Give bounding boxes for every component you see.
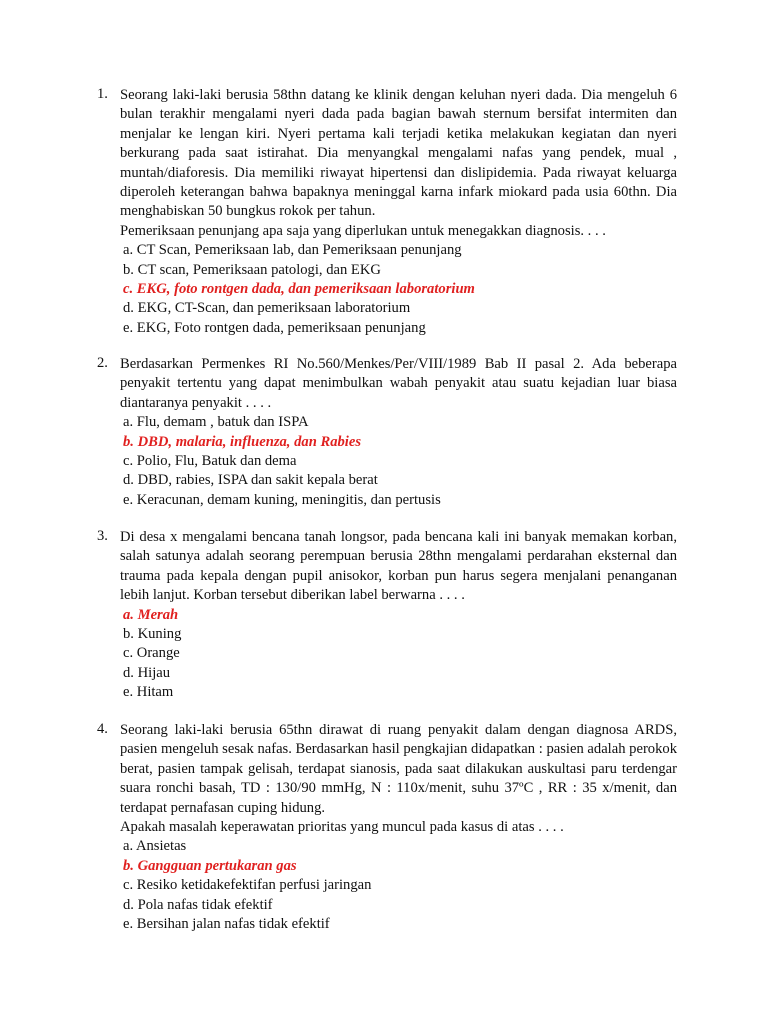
option-c: c. Orange bbox=[123, 645, 180, 662]
question-prompt: Apakah masalah keperawatan prioritas yang muncul pada kasus di atas . . . . bbox=[120, 819, 564, 836]
option-d: d. DBD, rabies, ISPA dan sakit kepala berat bbox=[123, 472, 378, 489]
question-number: 2. bbox=[97, 355, 108, 371]
question-1 bbox=[97, 86, 677, 338]
question-2 bbox=[97, 355, 677, 510]
question-stem: Seorang laki-laki berusia 65thn dirawat di ruang penyakit dalam dengan diagnosa ARDS, pasien mengeluh sesak nafas. Berdasarkan hasil pengkajian didapatkan : pasien adalah perokok berat, pasien tampak gelisah, terdapat sianosis, pada saat dilakukan auskultasi paru terdengar suara ronchi basah, TD : 130/90 mmHg, N : 110x/menit, suhu 37ºC , RR : 35 x/menit, dan terdapat pernafasan cuping hidung. bbox=[120, 722, 677, 816]
option-e: e. EKG, Foto rontgen dada, pemeriksaan penunjang bbox=[123, 319, 426, 336]
option-a-correct-answer: a. Merah bbox=[123, 606, 179, 623]
question-number: 1. bbox=[97, 86, 108, 102]
option-list bbox=[123, 241, 677, 338]
question-3 bbox=[97, 528, 677, 703]
option-a: a. Ansietas bbox=[123, 838, 187, 855]
option-list bbox=[123, 837, 677, 934]
option-d: d. EKG, CT-Scan, dan pemeriksaan laboratorium bbox=[123, 300, 411, 317]
question-number: 3. bbox=[97, 528, 108, 544]
question-prompt: Pemeriksaan penunjang apa saja yang diperlukan untuk menegakkan diagnosis. . . . bbox=[120, 222, 606, 239]
question-body bbox=[120, 721, 677, 934]
option-e: e. Hitam bbox=[123, 684, 174, 701]
option-list bbox=[123, 606, 677, 703]
question-stem: Di desa x mengalami bencana tanah longsor, pada bencana kali ini banyak memakan korban, salah satunya adalah seorang perempuan berusia 28thn mengalami perdarahan eksternal dan trauma pada kepala dengan pupil anisokor, korban pun harus segera menjalani penanganan lebih lanjut. Korban tersebut diberikan label berwarna . . . . bbox=[120, 529, 677, 604]
option-c-correct-answer: c. EKG, foto rontgen dada, dan pemeriksaan laboratorium bbox=[123, 281, 475, 298]
option-b-correct-answer: b. Gangguan pertukaran gas bbox=[123, 857, 297, 874]
option-e: e. Bersihan jalan nafas tidak efektif bbox=[123, 916, 330, 933]
option-d: d. Pola nafas tidak efektif bbox=[123, 896, 273, 913]
question-4 bbox=[97, 721, 677, 934]
question-body bbox=[120, 86, 677, 338]
question-body bbox=[120, 528, 677, 703]
option-a: a. CT Scan, Pemeriksaan lab, dan Pemeriksaan penunjang bbox=[123, 242, 462, 259]
option-e: e. Keracunan, demam kuning, meningitis, dan pertusis bbox=[123, 491, 441, 508]
option-b-correct-answer: b. DBD, malaria, influenza, dan Rabies bbox=[123, 433, 361, 450]
option-b: b. CT scan, Pemeriksaan patologi, dan EKG bbox=[123, 261, 381, 278]
question-body bbox=[120, 355, 677, 510]
option-d: d. Hijau bbox=[123, 664, 171, 681]
question-stem: Seorang laki-laki berusia 58thn datang ke klinik dengan keluhan nyeri dada. Dia mengeluh 6 bulan terakhir mengalami nyeri dada pada bagian bawah sternum bersifat intermiten dan menjalar ke lengan kiri. Nyeri pertama kali terjadi ketika melakukan kegiatan dan nyeri berkurang pada saat istirahat. Dia menyangkal mengalami nafas yang pendek, mual , muntah/diaforesis. Dia memiliki riwayat hipertensi dan dislipidemia. Pada riwayat keluarga diperoleh keterangan bahwa bapaknya meninggal karna infark miokard pada usia 60thn. Dia menghabiskan 50 bungkus rokok per tahun. bbox=[120, 87, 677, 220]
option-list bbox=[123, 413, 677, 510]
option-a: a. Flu, demam , batuk dan ISPA bbox=[123, 414, 309, 431]
option-b: b. Kuning bbox=[123, 626, 182, 643]
question-number: 4. bbox=[97, 721, 108, 737]
option-c: c. Resiko ketidakefektifan perfusi jaringan bbox=[123, 877, 372, 894]
option-c: c. Polio, Flu, Batuk dan dema bbox=[123, 453, 297, 470]
question-stem: Berdasarkan Permenkes RI No.560/Menkes/Per/VIII/1989 Bab II pasal 2. Ada beberapa penyakit tertentu yang dapat menimbulkan wabah penyakit atau suatu kejadian luar biasa diantaranya penyakit . . . . bbox=[120, 356, 677, 411]
